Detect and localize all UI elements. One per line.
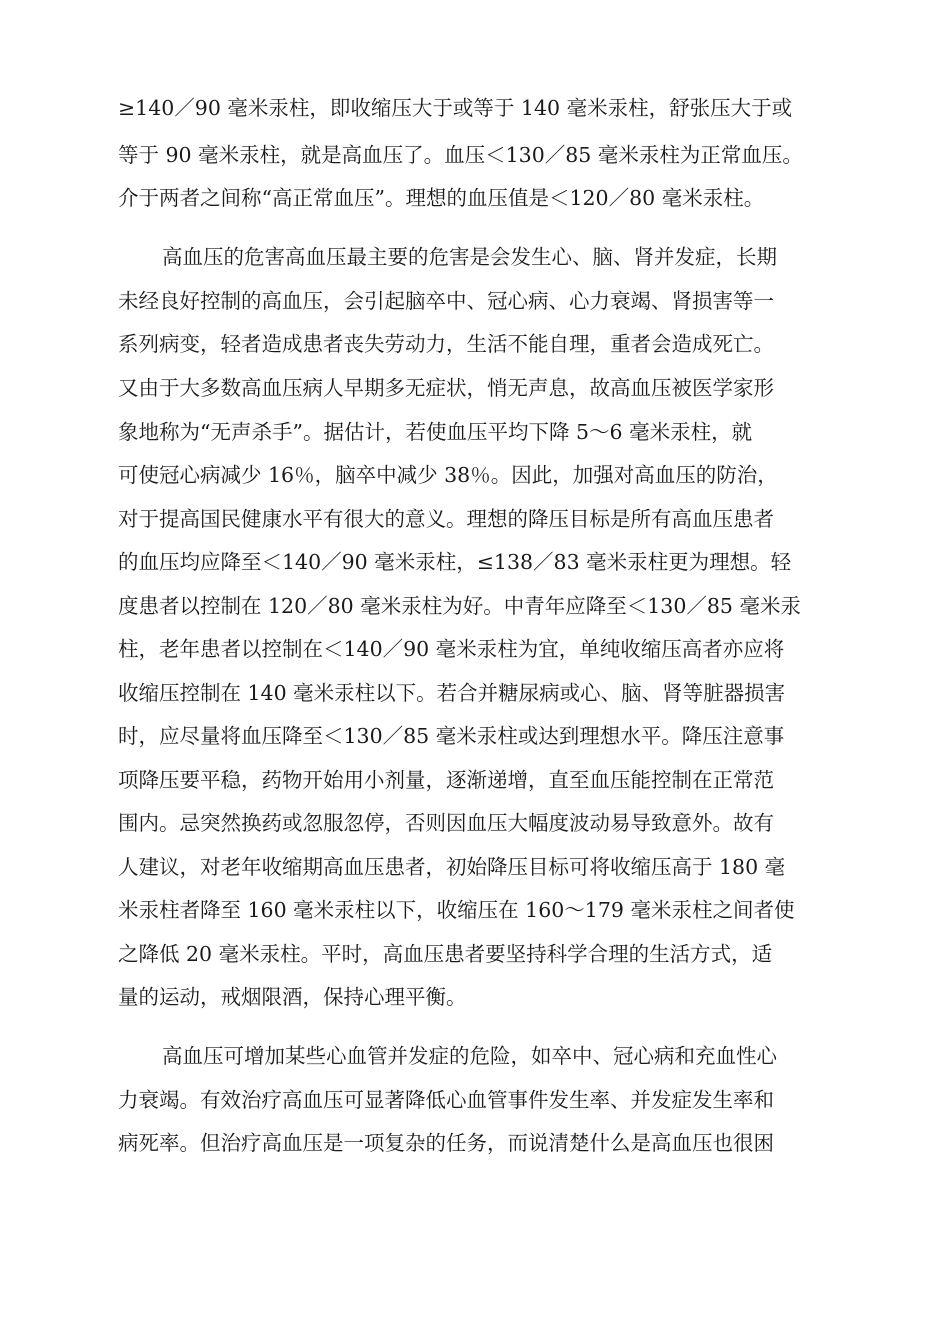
paragraph-1-line-1: ≥140／90 毫米汞柱，即收缩压大于或等于 140 毫米汞柱，舒张压大于或 — [118, 96, 793, 120]
paragraph-2-line-4: 又由于大多数高血压病人早期多无症状，悄无声息，故高血压被医学家形 — [118, 376, 774, 400]
paragraph-2-line-17: 之降低 20 毫米汞柱。平时，高血压患者要坚持科学合理的生活方式，适 — [118, 942, 773, 966]
paragraph-2-line-1: 高血压的危害高血压最主要的危害是会发生心、脑、肾并发症，长期 — [162, 245, 777, 269]
paragraph-2-line-3: 系列病变，轻者造成患者丧失劳动力，生活不能自理，重者会造成死亡。 — [118, 332, 774, 356]
paragraph-2-line-11: 收缩压控制在 140 毫米汞柱以下。若合并糖尿病或心、脑、肾等脏器损害 — [118, 681, 786, 705]
paragraph-2-line-7: 对于提高国民健康水平有很大的意义。理想的降压目标是所有高血压患者 — [118, 507, 774, 531]
paragraph-2-line-18: 量的运动，戒烟限酒，保持心理平衡。 — [118, 985, 467, 1009]
paragraph-2-line-15: 人建议，对老年收缩期高血压患者，初始降压目标可将收缩压高于 180 毫 — [118, 855, 786, 879]
paragraph-2-line-13: 项降压要平稳，药物开始用小剂量，逐渐递增，直至血压能控制在正常范 — [118, 768, 774, 792]
paragraph-2-line-9: 度患者以控制在 120／80 毫米汞柱为好。中青年应降至＜130／85 毫米汞 — [118, 594, 801, 618]
paragraph-2-line-6: 可使冠心病减少 16％，脑卒中减少 38％。因此，加强对高血压的防治， — [118, 463, 778, 487]
paragraph-2-line-14: 围内。忌突然换药或忽服忽停，否则因血压大幅度波动易导致意外。故有 — [118, 811, 774, 835]
paragraph-1-line-3: 介于两者之间称“高正常血压”。理想的血压值是＜120／80 毫米汞柱。 — [118, 186, 765, 210]
paragraph-2-line-2: 未经良好控制的高血压，会引起脑卒中、冠心病、心力衰竭、肾损害等一 — [118, 289, 774, 313]
paragraph-2-line-5: 象地称为“无声杀手”。据估计，若使血压平均下降 5～6 毫米汞柱，就 — [118, 420, 753, 444]
paragraph-3-line-1: 高血压可增加某些心血管并发症的危险，如卒中、冠心病和充血性心 — [162, 1044, 777, 1068]
paragraph-1-line-2: 等于 90 毫米汞柱，就是高血压了。血压＜130／85 毫米汞柱为正常血压。 — [118, 143, 803, 167]
paragraph-2-line-8: 的血压均应降至＜140／90 毫米汞柱，≤138／83 毫米汞柱更为理想。轻 — [118, 550, 792, 574]
paragraph-3-line-3: 病死率。但治疗高血压是一项复杂的任务，而说清楚什么是高血压也很困 — [118, 1131, 774, 1155]
paragraph-2-line-10: 柱，老年患者以控制在＜140／90 毫米汞柱为宜，单纯收缩压高者亦应将 — [118, 637, 785, 661]
paragraph-3-line-2: 力衰竭。有效治疗高血压可显著降低心血管事件发生率、并发症发生率和 — [118, 1088, 774, 1112]
paragraph-2-line-12: 时，应尽量将血压降至＜130／85 毫米汞柱或达到理想水平。降压注意事 — [118, 724, 785, 748]
paragraph-2-line-16: 米汞柱者降至 160 毫米汞柱以下，收缩压在 160～179 毫米汞柱之间者使 — [118, 898, 795, 922]
